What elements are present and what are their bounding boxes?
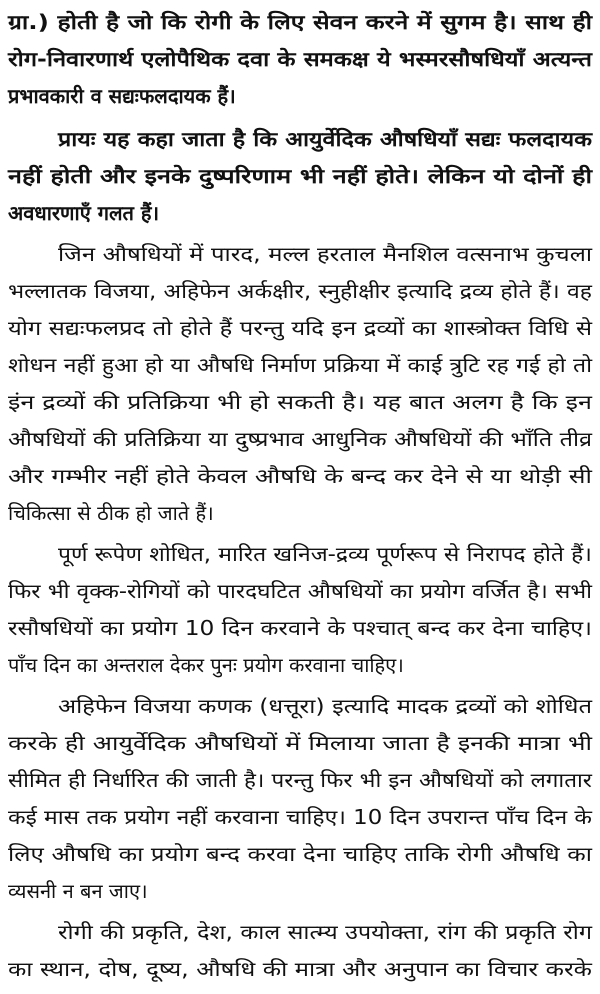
text-line: [0, 311, 600, 345]
text-line: [0, 42, 600, 76]
line-text: फिर भी वृक्क-रोगियों को पारदघटित औषधियों का प्रयोग वर्जित है। सभी: [8, 579, 593, 603]
text-line: [0, 385, 600, 419]
line-text: जिन औषधियों में पारद, मल्ल हरताल मैनशिल वत्सनाभ कुचला: [58, 242, 593, 266]
text-line: [0, 874, 600, 908]
text-line: [0, 122, 600, 156]
text-line: [0, 648, 600, 682]
line-text: सीमित ही निर्धारित की जाती है। परन्तु फिर भी इन औषधियों को लगातार: [8, 768, 592, 792]
line-text: रसौषधियों का प्रयोग 10 दिन करवाने के पश्चात् बन्द कर देना चाहिए।: [8, 616, 593, 640]
text-line: [0, 611, 600, 645]
line-text: प्रायः यह कहा जाता है कि आयुर्वेदिक औषधियाँ सद्यः फलदायक: [58, 127, 592, 151]
line-text: इंन द्रव्यों की प्रतिक्रिया भी हो सकती है। यह बात अलग है कि इन: [8, 390, 592, 414]
text-line: [0, 726, 600, 760]
line-text: रोगी की प्रकृति, देश, काल सात्म्य उपयोक्ता, रांग की प्रकृति रोग: [58, 920, 592, 944]
text-line: [0, 422, 600, 456]
text-line: [0, 196, 600, 230]
line-text: ग्रा.) होती है जो कि रोगी के लिए सेवन करने में सुगम है। साथ ही: [8, 10, 593, 34]
line-text: प्रभावकारी व सद्यःफलदायक हैं।: [8, 84, 236, 108]
text-line: [0, 459, 600, 493]
line-text: नहीं होती और इनके दुष्परिणाम भी नहीं होते। लेकिन यो दोनों ही: [8, 164, 592, 188]
line-text: लिए औषधि का प्रयोग बन्द करवा देना चाहिए ताकि रोगी औषधि का: [8, 842, 593, 866]
text-line: [0, 274, 600, 308]
text-line: [0, 689, 600, 723]
line-text: कई मास तक प्रयोग नहीं करवाना चाहिए। 10 दिन उपरान्त पाँच दिन के: [8, 805, 592, 829]
text-line: [0, 574, 600, 608]
line-text: का स्थान, दोष, दूष्य, औषधि की मात्रा और अनुपान का विचार करके: [8, 957, 592, 981]
text-line: [0, 837, 600, 871]
line-text: करके ही आयुर्वेदिक औषधियों में मिलाया जाता है इनकी मात्रा भी: [8, 731, 592, 755]
text-line: [0, 496, 600, 530]
line-text: औषधियों की प्रतिक्रिया या दुष्प्रभाव आधुनिक औषधियों की भाँति तीव्र: [8, 427, 593, 451]
line-text: चिकित्सा से ठीक हो जाते हैं।: [8, 501, 214, 525]
text-line: [0, 5, 600, 39]
text-line: [0, 79, 600, 113]
text-line: [0, 800, 600, 834]
line-text: अवधारणाएँ गलत हैं।: [8, 201, 160, 225]
text-line: [0, 237, 600, 271]
line-text: रोग-निवारणार्थ एलोपैथिक दवा के समकक्ष ये भस्मरसौषधियाँ अत्यन्त: [8, 47, 592, 71]
line-text: और गम्भीर नहीं होते केवल औषधि के बन्द कर देने से या थोड़ी सी: [8, 464, 592, 488]
text-line: [0, 952, 600, 986]
text-line: [0, 915, 600, 949]
line-text: अहिफेन विजया कणक (धत्तूरा) इत्यादि मादक द्रव्यों को शोधित: [58, 694, 593, 718]
line-text: पूर्ण रूपेण शोधित, मारित खनिज-द्रव्य पूर्णरूप से निरापद होते हैं।: [58, 542, 592, 566]
line-text: पाँच दिन का अन्तराल देकर पुनः प्रयोग करवाना चाहिए।: [8, 653, 404, 677]
line-text: भल्लातक विजया, अहिफेन अर्कक्षीर, स्नुहीक्षीर इत्यादि द्रव्य होते हैं। वह: [8, 279, 592, 303]
text-line: [0, 537, 600, 571]
text-line: [0, 763, 600, 797]
text-line: [0, 159, 600, 193]
line-text: व्यसनी न बन जाए।: [8, 879, 148, 903]
text-line: [0, 348, 600, 382]
line-text: योग सद्यःफलप्रद तो होते हैं परन्तु यदि इन द्रव्यों का शास्त्रोक्त विधि से: [8, 316, 592, 340]
line-text: शोधन नहीं हुआ हो या औषधि निर्माण प्रक्रिया में काई त्रुटि रह गई हो तो: [8, 353, 593, 377]
